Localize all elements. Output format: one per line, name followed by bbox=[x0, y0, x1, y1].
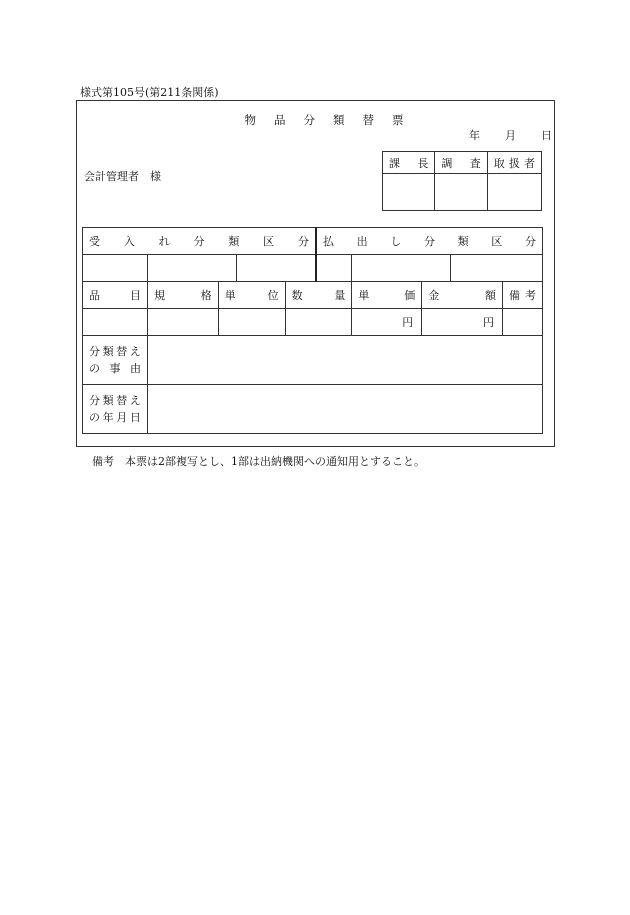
column-spec: 規 格 bbox=[153, 289, 212, 302]
receive-class-cell-1[interactable] bbox=[83, 255, 148, 282]
approval-table bbox=[382, 151, 542, 211]
date-month-label: 月 bbox=[505, 129, 516, 142]
column-amount: 金 額 bbox=[428, 289, 496, 302]
approval-stamp-inspection[interactable] bbox=[435, 174, 487, 211]
form-number: 様式第105号(第211条関係) bbox=[80, 86, 219, 99]
approval-stamp-handler[interactable] bbox=[487, 174, 541, 211]
form-title: 物品分類替票 bbox=[244, 113, 422, 127]
column-quantity: 数 量 bbox=[291, 289, 346, 302]
goods-table bbox=[82, 227, 543, 434]
reason-label: 分 類 替 え の 事 由 bbox=[83, 336, 148, 385]
approval-header-handler: 取 扱 者 bbox=[493, 156, 535, 170]
payout-class-cell-3[interactable] bbox=[451, 255, 543, 282]
payout-section-header: 払 出 し 分 類 区 分 bbox=[323, 235, 536, 248]
reclass-date-label: 分 類 替 え の 年 月 日 bbox=[83, 385, 148, 434]
unit-price-value-cell[interactable]: 円 bbox=[352, 309, 422, 336]
approval-stamp-chief[interactable] bbox=[383, 174, 435, 211]
approval-header-chief: 課 長 bbox=[389, 156, 429, 170]
column-remarks: 備 考 bbox=[508, 289, 536, 302]
date-year-label: 年 bbox=[469, 129, 480, 142]
column-unit: 単 位 bbox=[224, 289, 279, 302]
unit-value-cell[interactable] bbox=[218, 309, 285, 336]
spec-value-cell[interactable] bbox=[147, 309, 218, 336]
column-item: 品 目 bbox=[89, 289, 141, 302]
reason-value-cell[interactable] bbox=[147, 336, 542, 385]
reclass-date-value-cell[interactable] bbox=[147, 385, 542, 434]
addressee: 会計管理者 様 bbox=[84, 170, 161, 183]
item-value-cell[interactable] bbox=[83, 309, 148, 336]
payout-class-cell-2[interactable] bbox=[352, 255, 451, 282]
approval-header-inspection: 調 査 bbox=[441, 156, 481, 170]
amount-value-cell[interactable]: 円 bbox=[422, 309, 503, 336]
receive-class-cell-3[interactable] bbox=[236, 255, 316, 282]
receive-section-header: 受 入 れ 分 類 区 分 bbox=[89, 235, 309, 248]
footnote: 備考 本票は2部複写とし、1部は出納機関への通知用とすること。 bbox=[92, 455, 425, 468]
column-unit-price: 単 価 bbox=[358, 289, 416, 302]
payout-class-cell-1[interactable] bbox=[316, 255, 352, 282]
receive-class-cell-2[interactable] bbox=[147, 255, 236, 282]
date-day-label: 日 bbox=[541, 129, 552, 142]
remarks-value-cell[interactable] bbox=[502, 309, 542, 336]
quantity-value-cell[interactable] bbox=[285, 309, 352, 336]
